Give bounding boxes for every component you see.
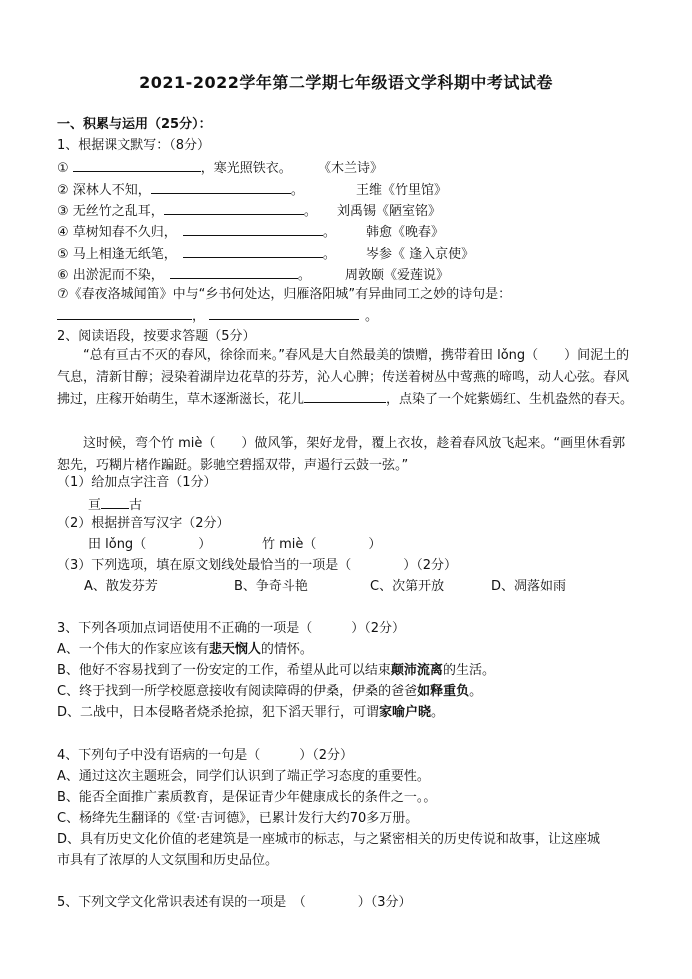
item-text: 。 <box>322 247 336 262</box>
item-number: ⑥ <box>57 268 69 283</box>
q1-item-5 <box>57 244 474 264</box>
answer-blank[interactable] <box>73 158 201 172</box>
option-text: 。 <box>431 705 445 720</box>
item-text: 马上相逢无纸笔， <box>72 247 177 262</box>
reading-paragraph-1 <box>57 345 637 411</box>
answer-blank[interactable] <box>164 201 304 215</box>
q2-sub-2-a[interactable]: 田 lǒng（ ） <box>88 537 212 552</box>
item-number: ③ <box>57 204 69 219</box>
answer-blank[interactable] <box>209 306 359 320</box>
item-number: ② <box>57 183 69 198</box>
item-number: ④ <box>57 225 69 240</box>
q1-item-6 <box>57 265 449 285</box>
section-heading: 一、积累与运用（25分）： <box>57 117 212 132</box>
item-number: ⑤ <box>57 247 69 262</box>
q3-option-a[interactable] <box>57 641 313 659</box>
answer-blank[interactable] <box>183 244 323 258</box>
item-source: 周敦颐《爱莲说》 <box>344 268 449 283</box>
q3-option-c[interactable] <box>57 683 482 701</box>
item-source: 《木兰诗》 <box>317 161 383 176</box>
answer-blank[interactable] <box>170 265 298 279</box>
emphasized-word: 悲天悯人 <box>208 642 261 657</box>
answer-blank[interactable] <box>57 306 192 320</box>
item-text: 草树知春不久归， <box>72 225 177 240</box>
q4-option-b[interactable]: B、能否全面推广素质教育，是保证青少年健康成长的条件之一。。 <box>57 790 437 805</box>
q1-item-3 <box>57 201 441 221</box>
q2-option-c[interactable]: C、次第开放 <box>370 579 445 594</box>
q1-item-2 <box>57 180 447 200</box>
q4-option-d-cont: 市具有了浓厚的人文氛围和历史品位。 <box>57 853 279 868</box>
item-text: 。 <box>322 225 336 240</box>
q1-item-7-answer <box>57 306 378 326</box>
q4-option-a[interactable]: A、通过这次主题班会，同学们认识到了端正学习态度的重要性。 <box>57 769 430 784</box>
q3-option-d[interactable] <box>57 704 444 722</box>
q2-option-d[interactable]: D、凋落如雨 <box>491 579 567 594</box>
q1-item-1 <box>57 158 383 178</box>
item-source: 刘禹锡《陋室铭》 <box>336 204 441 219</box>
option-text: 的生活。 <box>442 663 495 678</box>
paragraph-text: ，点染了一个姹紫嫣红、生机盎然的春天。 <box>386 392 634 407</box>
option-text: 。 <box>469 684 483 699</box>
item-text: 。 <box>303 204 317 219</box>
q2-option-a[interactable]: A、散发芬芳 <box>84 579 158 594</box>
emphasized-word: 如释重负 <box>417 684 470 699</box>
q2-sub-1-word <box>88 495 142 515</box>
item-number: ① <box>57 161 69 176</box>
item-text: 。 <box>297 268 311 283</box>
option-text: C、终于找到一所学校愿意接收有阅读障碍的伊桑，伊桑的爸爸 <box>57 684 418 699</box>
q2-sub-2-b[interactable]: 竹 miè（ ） <box>262 537 382 552</box>
option-text: A、一个伟大的作家应该有 <box>57 642 209 657</box>
question-5-header: 5、下列文学文化常识表述有误的一项是 （ ）（3分） <box>57 895 412 910</box>
option-text: D、二战中，日本侵略者烧杀抢掠，犯下滔天罪行，可谓 <box>57 705 380 720</box>
question-4-header: 4、下列句子中没有语病的一句是（ ）（2分） <box>57 748 354 763</box>
answer-blank[interactable] <box>183 222 323 236</box>
emphasized-word: 家喻户晓 <box>379 705 432 720</box>
reading-paragraph-2: 这时候，弯个竹 miè（ ）做风筝，架好龙骨，覆上衣妆，趁着春风放飞起来。“画里休看郭恕先，巧糊片楮作蹁跹。影驰空碧摇双带，声遏行云鼓一弦。” <box>57 436 626 473</box>
answer-blank[interactable] <box>101 495 129 509</box>
q2-sub-2: （2）根据拼音写汉字（2分） <box>57 516 230 531</box>
q4-option-d[interactable]: D、具有历史文化价值的老建筑是一座城市的标志，与之紧密相关的历史传说和故事，让这座城 <box>57 832 601 847</box>
end-mark: 。 <box>365 309 379 324</box>
word-char: 亘 <box>88 498 102 513</box>
item-text: ，寒光照铁衣。 <box>200 161 292 176</box>
question-1-header: 1、根据课文默写：（8分） <box>57 138 211 153</box>
item-source: 岑参《 逢入京使》 <box>365 247 475 262</box>
question-2-header: 2、阅读语段，按要求答题（5分） <box>57 329 256 344</box>
option-text: 的情怀。 <box>260 642 313 657</box>
question-3-header: 3、下列各项加点词语使用不正确的一项是（ ）（2分） <box>57 621 406 636</box>
word-char: 古 <box>129 498 143 513</box>
q1-item-4 <box>57 222 444 242</box>
option-text: B、他好不容易找到了一份安定的工作，希望从此可以结束 <box>57 663 391 678</box>
answer-blank[interactable] <box>304 389 386 403</box>
q2-sub-3: （3）下列选项，填在原文划线处最恰当的一项是（ ）（2分） <box>57 558 458 573</box>
emphasized-word: 颠沛流离 <box>390 663 443 678</box>
item-text: 无丝竹之乱耳， <box>72 204 164 219</box>
item-text: 。 <box>290 183 304 198</box>
separator: ， <box>192 309 206 324</box>
paragraph-text: “总有亘古不灭的春风，徐徐而来。”春风是大自然最美的馈赠，携带着田 lǒng（ ）间泥土的气息，清新甘醇；浸染着湖岸边花草的芬芳，沁人心脾；传送着树丛中莺燕的啼鸣，动人心弦。春风拂过，庄稼开始萌生，草木逐渐滋长，花儿 <box>57 348 630 407</box>
item-text: 深林人不知， <box>72 183 151 198</box>
q1-item-7: ⑦《春夜洛城闻笛》中与“乡书何处达，归雁洛阳城”有异曲同工之妙的诗句是： <box>57 287 512 302</box>
q2-sub-1: （1）给加点字注音（1分） <box>57 475 217 490</box>
item-source: 韩愈《晚春》 <box>365 225 444 240</box>
q4-option-c[interactable]: C、杨绛先生翻译的《堂·吉诃德》，已累计发行大约70多万册。 <box>57 811 419 826</box>
answer-blank[interactable] <box>151 180 291 194</box>
q3-option-b[interactable] <box>57 662 495 680</box>
q2-option-b[interactable]: B、争奇斗艳 <box>234 579 308 594</box>
item-source: 王维《竹里馆》 <box>355 183 447 198</box>
item-text: 出淤泥而不染， <box>72 268 164 283</box>
page-title: 2021-2022学年第二学期七年级语文学科期中考试试卷 <box>139 73 553 92</box>
